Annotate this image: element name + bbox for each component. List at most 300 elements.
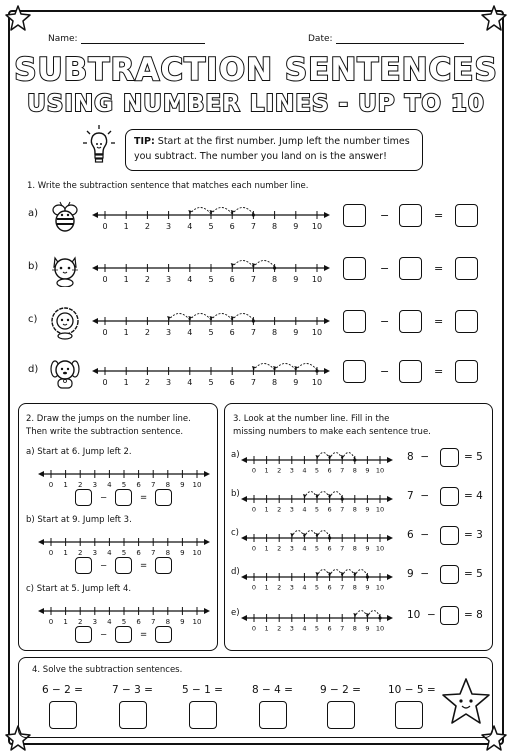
tick-label: 8 <box>165 481 171 489</box>
q4-problem: 9 − 2 = <box>320 684 361 696</box>
jump-arc <box>317 453 330 460</box>
tick-label: 1 <box>123 222 129 231</box>
q4-problem: 6 − 2 = <box>42 684 83 696</box>
answer-box[interactable] <box>440 606 459 625</box>
start-dot <box>328 536 331 539</box>
jump-arc <box>304 531 317 538</box>
jump-arc <box>253 364 274 371</box>
answer-box[interactable] <box>343 310 366 333</box>
q1-heading: 1. Write the subtraction sentence that matches each number line. <box>27 181 309 191</box>
q2-prompt: b) Start at 9. Jump left 3. <box>26 515 132 525</box>
jump-arc <box>253 261 274 268</box>
tick-label: 2 <box>144 275 150 284</box>
right-arrow <box>387 535 393 541</box>
tick-label: 5 <box>208 328 214 337</box>
row-label: b) <box>231 489 240 499</box>
star-icon <box>4 4 32 32</box>
answer-box[interactable] <box>75 557 92 574</box>
left-arrow <box>92 265 98 271</box>
jump-arc <box>296 364 317 371</box>
tick-label: 0 <box>251 544 257 553</box>
left-arrow <box>92 212 98 218</box>
q2-prompt: a) Start at 6. Jump left 2. <box>26 447 132 457</box>
answer-box[interactable] <box>115 489 132 506</box>
tick-label: 8 <box>352 466 357 475</box>
tick-label: 4 <box>187 275 193 284</box>
tick-label: 6 <box>136 481 141 489</box>
answer-box[interactable] <box>259 701 287 729</box>
number-line <box>241 565 393 597</box>
tick-label: 0 <box>102 378 108 387</box>
tick-label: 9 <box>365 466 370 475</box>
tick-label: 9 <box>293 328 299 337</box>
tick-label: 0 <box>251 466 257 475</box>
tick-label: 3 <box>289 466 294 475</box>
page-subtitle: USING NUMBER LINES - UP TO 10 <box>27 91 485 117</box>
tick-label: 10 <box>311 222 323 231</box>
start-dot <box>252 319 255 322</box>
tick-label: 5 <box>314 624 320 633</box>
answer-box[interactable] <box>395 701 423 729</box>
start-dot <box>252 213 255 216</box>
jump-arc <box>275 364 296 371</box>
tick-label: 9 <box>180 618 185 626</box>
tick-label: 1 <box>264 505 269 514</box>
equals-sign: = <box>434 262 444 275</box>
tick-label: 10 <box>375 544 385 553</box>
q4-problem: 7 − 3 = <box>112 684 153 696</box>
tick-label: 7 <box>150 618 156 626</box>
left-arrow <box>38 471 44 477</box>
tick-label: 10 <box>311 275 323 284</box>
tick-label: 9 <box>293 275 299 284</box>
minus-sign: − <box>100 493 108 503</box>
tick-label: 0 <box>251 583 257 592</box>
tick-label: 0 <box>102 328 108 337</box>
jump-arrowhead <box>231 263 235 267</box>
tick-label: 7 <box>250 222 256 231</box>
number-line <box>241 448 393 480</box>
jump-arc <box>292 531 305 538</box>
tick-label: 9 <box>365 583 370 592</box>
jump-arc <box>317 492 330 499</box>
jump-arc <box>211 208 232 215</box>
right-arrow <box>324 212 330 218</box>
tick-label: 8 <box>352 583 357 592</box>
tick-label: 1 <box>264 466 269 475</box>
right-arrow <box>387 457 393 463</box>
start-dot <box>353 458 356 461</box>
sentence-lead: 6 − <box>407 529 430 541</box>
tick-label: 7 <box>250 328 256 337</box>
answer-box[interactable] <box>343 204 366 227</box>
tick-label: 3 <box>289 544 294 553</box>
tick-label: 3 <box>92 618 98 626</box>
q4-problem: 10 − 5 = <box>388 684 436 696</box>
jump-arc <box>304 492 317 499</box>
minus-sign: − <box>380 262 390 275</box>
jump-arc <box>317 531 330 538</box>
jump-arc <box>342 570 355 577</box>
tick-label: 0 <box>48 618 54 626</box>
tick-label: 7 <box>340 544 345 553</box>
tick-label: 3 <box>289 505 294 514</box>
tick-label: 4 <box>302 466 307 475</box>
tick-label: 5 <box>208 275 214 284</box>
left-arrow <box>241 615 247 621</box>
sentence-result: = 3 <box>464 529 483 541</box>
sentence-lead: 10 − <box>407 609 436 621</box>
tick-label: 2 <box>277 466 282 475</box>
tick-label: 4 <box>302 583 307 592</box>
bee-icon <box>48 200 82 234</box>
answer-box[interactable] <box>399 257 422 280</box>
tick-label: 10 <box>375 505 385 514</box>
tick-label: 2 <box>277 505 282 514</box>
sentence-result: = 8 <box>464 609 483 621</box>
tick-label: 1 <box>123 378 129 387</box>
right-arrow <box>387 496 393 502</box>
number-line <box>241 606 393 638</box>
sentence-result: = 5 <box>464 451 483 463</box>
row-label: e) <box>231 608 240 618</box>
cat-icon <box>48 253 82 287</box>
right-arrow <box>204 539 210 545</box>
tick-label: 10 <box>311 378 323 387</box>
right-arrow <box>324 265 330 271</box>
answer-box[interactable] <box>440 565 459 584</box>
tick-label: 0 <box>251 505 257 514</box>
tip-box <box>125 129 423 171</box>
answer-box[interactable] <box>155 489 172 506</box>
row-label: d) <box>28 364 39 375</box>
tick-label: 4 <box>107 618 112 626</box>
tick-label: 6 <box>229 275 235 284</box>
tick-label: 10 <box>311 328 323 337</box>
date-label: Date: <box>308 34 333 44</box>
sentence-lead: 8 − <box>407 451 430 463</box>
tick-label: 7 <box>250 275 256 284</box>
tick-label: 0 <box>251 624 257 633</box>
dog-icon <box>48 356 82 390</box>
row-label: d) <box>231 567 240 577</box>
answer-box[interactable] <box>455 204 478 227</box>
row-label: a) <box>28 208 39 219</box>
tick-label: 4 <box>187 222 193 231</box>
jump-arrowhead <box>167 316 171 320</box>
equals-sign: = <box>140 493 148 503</box>
tick-label: 1 <box>123 275 129 284</box>
answer-box[interactable] <box>399 310 422 333</box>
minus-sign: − <box>380 315 390 328</box>
left-arrow <box>241 535 247 541</box>
tick-label: 8 <box>165 618 171 626</box>
date-line[interactable] <box>336 34 464 44</box>
tick-label: 8 <box>352 624 357 633</box>
answer-box[interactable] <box>343 257 366 280</box>
tick-label: 2 <box>277 624 282 633</box>
answer-box[interactable] <box>440 526 459 545</box>
q4-problem: 8 − 4 = <box>252 684 293 696</box>
number-line <box>241 487 393 519</box>
tick-label: 4 <box>302 544 307 553</box>
tick-label: 6 <box>327 466 332 475</box>
tick-label: 2 <box>77 618 83 626</box>
tick-label: 9 <box>365 505 370 514</box>
tick-label: 4 <box>302 505 307 514</box>
jump-arc <box>232 314 253 321</box>
answer-box[interactable] <box>455 310 478 333</box>
jump-arc <box>342 453 355 460</box>
q2-heading-line2: Then write the subtraction sentence. <box>26 427 184 437</box>
start-dot <box>341 497 344 500</box>
answer-box[interactable] <box>115 626 132 643</box>
left-arrow <box>92 368 98 374</box>
answer-box[interactable] <box>399 360 422 383</box>
start-dot <box>378 616 381 619</box>
tick-label: 5 <box>314 466 320 475</box>
tick-label: 3 <box>92 549 98 557</box>
tick-label: 9 <box>180 549 185 557</box>
jump-arc <box>330 570 343 577</box>
tick-label: 0 <box>102 222 108 231</box>
right-arrow <box>324 318 330 324</box>
tick-label: 10 <box>192 618 202 626</box>
tick-label: 7 <box>340 583 345 592</box>
right-arrow <box>204 471 210 477</box>
tick-label: 5 <box>121 618 127 626</box>
start-dot <box>273 266 276 269</box>
number-line <box>92 256 330 288</box>
answer-box[interactable] <box>343 360 366 383</box>
tick-label: 5 <box>121 549 127 557</box>
answer-box[interactable] <box>155 626 172 643</box>
left-arrow <box>38 608 44 614</box>
tick-label: 6 <box>327 505 332 514</box>
answer-box[interactable] <box>49 701 77 729</box>
jump-arc <box>232 208 253 215</box>
number-line <box>241 526 393 558</box>
answer-box[interactable] <box>440 448 459 467</box>
minus-sign: − <box>380 209 390 222</box>
tick-label: 1 <box>63 549 68 557</box>
tick-label: 1 <box>63 481 68 489</box>
jump-arc <box>232 261 253 268</box>
tick-label: 8 <box>272 378 278 387</box>
tick-label: 7 <box>340 466 345 475</box>
jump-arc <box>190 208 211 215</box>
tick-label: 8 <box>352 505 357 514</box>
tick-label: 3 <box>166 275 172 284</box>
tick-label: 5 <box>314 544 320 553</box>
sentence-result: = 4 <box>464 490 483 502</box>
tick-label: 5 <box>208 222 214 231</box>
right-arrow <box>387 615 393 621</box>
tick-label: 10 <box>375 624 385 633</box>
row-label: b) <box>28 261 39 272</box>
tick-label: 3 <box>166 328 172 337</box>
tick-label: 2 <box>277 544 282 553</box>
tick-label: 6 <box>136 618 141 626</box>
start-dot <box>315 369 318 372</box>
tick-label: 3 <box>166 222 172 231</box>
tick-label: 5 <box>208 378 214 387</box>
tick-label: 9 <box>293 378 299 387</box>
right-arrow <box>387 574 393 580</box>
answer-box[interactable] <box>327 701 355 729</box>
tick-label: 7 <box>150 481 156 489</box>
tick-label: 8 <box>272 328 278 337</box>
tick-label: 1 <box>264 583 269 592</box>
start-dot <box>366 575 369 578</box>
answer-box[interactable] <box>115 557 132 574</box>
tick-label: 3 <box>166 378 172 387</box>
tick-label: 3 <box>92 481 98 489</box>
tick-label: 4 <box>302 624 307 633</box>
tick-label: 9 <box>365 544 370 553</box>
tick-label: 10 <box>375 466 385 475</box>
tick-label: 2 <box>277 583 282 592</box>
q2-heading-line1: 2. Draw the jumps on the number line. <box>26 414 191 424</box>
tick-label: 5 <box>121 481 127 489</box>
jump-arc <box>190 314 211 321</box>
tick-label: 10 <box>375 583 385 592</box>
tick-label: 2 <box>144 222 150 231</box>
row-label: c) <box>28 314 38 325</box>
minus-sign: − <box>100 561 108 571</box>
jump-arc <box>211 314 232 321</box>
tick-label: 7 <box>340 624 345 633</box>
jump-arc <box>355 611 368 618</box>
equals-sign: = <box>140 630 148 640</box>
sentence-lead: 7 − <box>407 490 430 502</box>
answer-box[interactable] <box>399 204 422 227</box>
tick-label: 7 <box>340 505 345 514</box>
tick-label: 4 <box>107 549 112 557</box>
smiling-star-icon <box>440 676 492 728</box>
equals-sign: = <box>434 209 444 222</box>
jump-arc <box>330 492 343 499</box>
tick-label: 6 <box>327 544 332 553</box>
tick-label: 4 <box>187 328 193 337</box>
sentence-lead: 9 − <box>407 568 430 580</box>
equals-sign: = <box>434 315 444 328</box>
jump-arc <box>169 314 190 321</box>
tick-label: 2 <box>77 481 83 489</box>
lion-icon <box>48 306 82 340</box>
sentence-result: = 5 <box>464 568 483 580</box>
page-title: SUBTRACTION SENTENCES <box>14 52 498 88</box>
tick-label: 5 <box>314 505 320 514</box>
name-label: Name: <box>48 34 78 44</box>
tick-label: 7 <box>150 549 156 557</box>
tick-label: 10 <box>192 481 202 489</box>
answer-box[interactable] <box>440 487 459 506</box>
tick-label: 4 <box>187 378 193 387</box>
answer-box[interactable] <box>455 257 478 280</box>
jump-arc <box>355 570 368 577</box>
tick-label: 6 <box>327 583 332 592</box>
name-line[interactable] <box>81 34 205 44</box>
tick-label: 6 <box>229 328 235 337</box>
left-arrow <box>38 539 44 545</box>
jump-arrowhead <box>188 210 192 214</box>
tick-label: 2 <box>144 328 150 337</box>
number-line <box>92 203 330 235</box>
jump-arc <box>330 453 343 460</box>
row-label: a) <box>231 450 240 460</box>
equals-sign: = <box>140 561 148 571</box>
q4-problem: 5 − 1 = <box>182 684 223 696</box>
answer-box[interactable] <box>75 626 92 643</box>
lightbulb-icon <box>82 124 116 168</box>
tip-prefix: TIP: <box>134 136 155 147</box>
answer-box[interactable] <box>75 489 92 506</box>
q4-heading: 4. Solve the subtraction sentences. <box>32 665 183 675</box>
tick-label: 6 <box>136 549 141 557</box>
right-arrow <box>204 608 210 614</box>
answer-box[interactable] <box>155 557 172 574</box>
tick-label: 4 <box>107 481 112 489</box>
tick-label: 6 <box>327 624 332 633</box>
tip-text: Start at the first number. Jump left the number times you subtract. The number you land on is the answer! <box>134 136 410 162</box>
tick-label: 9 <box>293 222 299 231</box>
answer-box[interactable] <box>455 360 478 383</box>
answer-box[interactable] <box>119 701 147 729</box>
minus-sign: − <box>380 365 390 378</box>
tick-label: 3 <box>289 583 294 592</box>
date-field[interactable] <box>308 34 464 44</box>
tick-label: 6 <box>229 222 235 231</box>
q3-heading-line1: 3. Look at the number line. Fill in the <box>233 414 390 424</box>
tick-label: 8 <box>272 275 278 284</box>
left-arrow <box>92 318 98 324</box>
minus-sign: − <box>100 630 108 640</box>
tick-label: 7 <box>250 378 256 387</box>
tick-label: 9 <box>180 481 185 489</box>
jump-arc <box>367 611 380 618</box>
answer-box[interactable] <box>189 701 217 729</box>
tick-label: 8 <box>352 544 357 553</box>
left-arrow <box>241 496 247 502</box>
tick-label: 0 <box>48 549 54 557</box>
name-field[interactable] <box>48 34 205 44</box>
number-line <box>92 359 330 391</box>
tick-label: 0 <box>48 481 54 489</box>
tick-label: 1 <box>264 624 269 633</box>
tick-label: 6 <box>229 378 235 387</box>
tick-label: 1 <box>63 618 68 626</box>
right-arrow <box>324 368 330 374</box>
tick-label: 1 <box>123 328 129 337</box>
equals-sign: = <box>434 365 444 378</box>
left-arrow <box>241 457 247 463</box>
tick-label: 10 <box>192 549 202 557</box>
q3-heading-line2: missing numbers to make each sentence true. <box>233 427 431 437</box>
tick-label: 9 <box>365 624 370 633</box>
q2-prompt: c) Start at 5. Jump left 4. <box>26 584 132 594</box>
row-label: c) <box>231 528 239 538</box>
tick-label: 2 <box>144 378 150 387</box>
jump-arc <box>317 570 330 577</box>
tick-label: 1 <box>264 544 269 553</box>
number-line <box>92 309 330 341</box>
left-arrow <box>241 574 247 580</box>
star-icon <box>480 4 508 32</box>
tick-label: 3 <box>289 624 294 633</box>
tick-label: 2 <box>77 549 83 557</box>
jump-arrowhead <box>252 366 256 370</box>
